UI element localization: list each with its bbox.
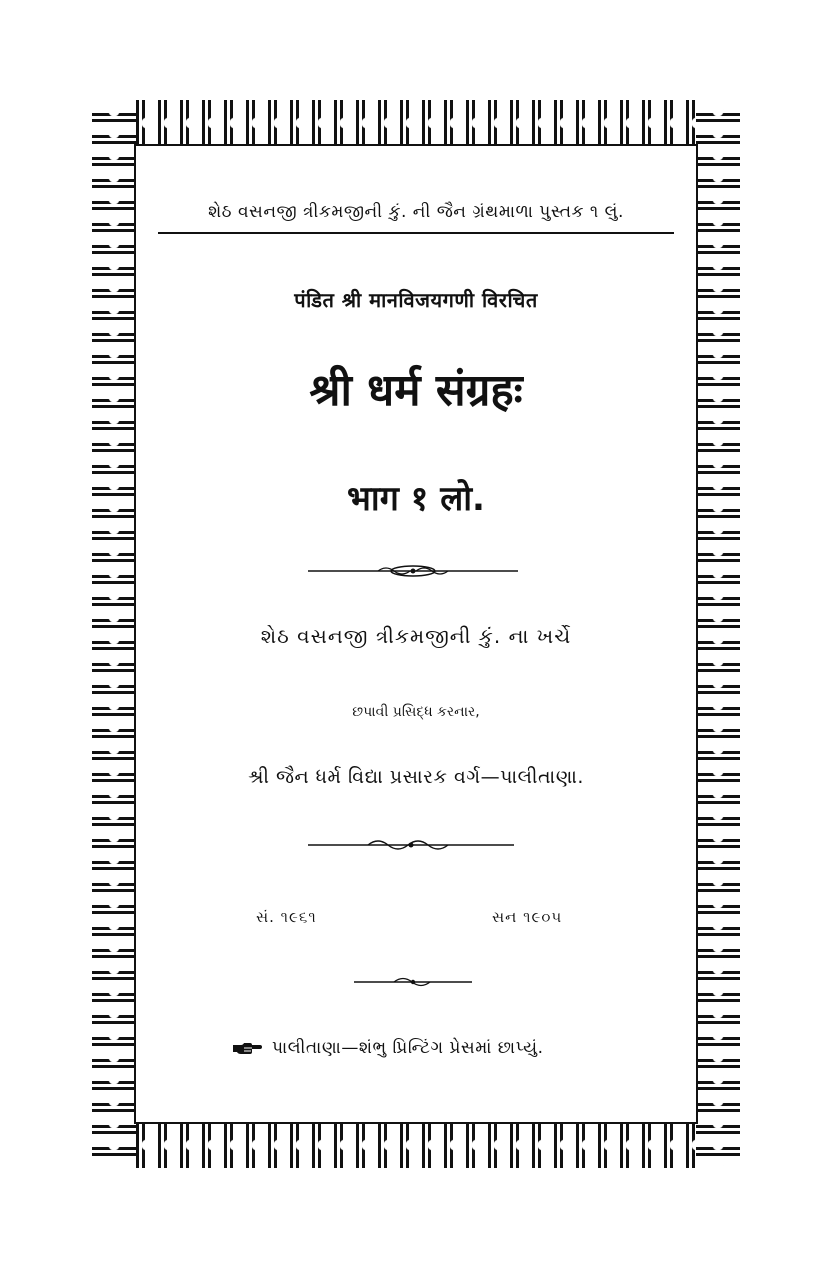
pointing-hand-icon [232, 1040, 262, 1056]
gregorian-year: સન ૧૯૦૫ [492, 908, 563, 926]
press-line [232, 1038, 544, 1058]
sponsor-line: શેઠ વસનજી ત્રીકમજીની કું. ના ખર્ચે [260, 624, 572, 648]
part-number: भाग १ लो. [347, 479, 485, 519]
publisher-name: શ્રી જૈન ધર્મ વિદ્યા પ્રસારક વર્ગ—પાલીતાણા. [248, 766, 584, 788]
title-panel [136, 146, 696, 1122]
ornament-divider-2 [308, 838, 514, 852]
book-title: श्री धर्म संग्रहः [309, 365, 523, 416]
ornamental-border-left [92, 100, 136, 1168]
press-text: પાલીતાણા—શંભુ પ્રિન્ટિંગ પ્રેસમાં છાપ્યું. [272, 1038, 544, 1058]
ornament-divider-3 [354, 975, 472, 989]
ornamental-border-right [696, 100, 740, 1168]
series-title: શેઠ વસનજી ત્રીકમજીની કું. ની જૈન ગ્રંથમાળા પુસ્તક ૧ લું. [208, 202, 624, 222]
author-line: पंडित श्री मानविजयगणी विरचित [294, 288, 538, 312]
publisher-label: છપાવી પ્રસિદ્ધ કરનાર, [352, 704, 480, 720]
ornamental-border-bottom [92, 1122, 740, 1168]
ornamental-border-top [92, 100, 740, 146]
samvat-year: સં. ૧૯૬૧ [256, 908, 317, 926]
ornament-divider-1 [308, 564, 518, 578]
horizontal-rule [158, 232, 674, 234]
